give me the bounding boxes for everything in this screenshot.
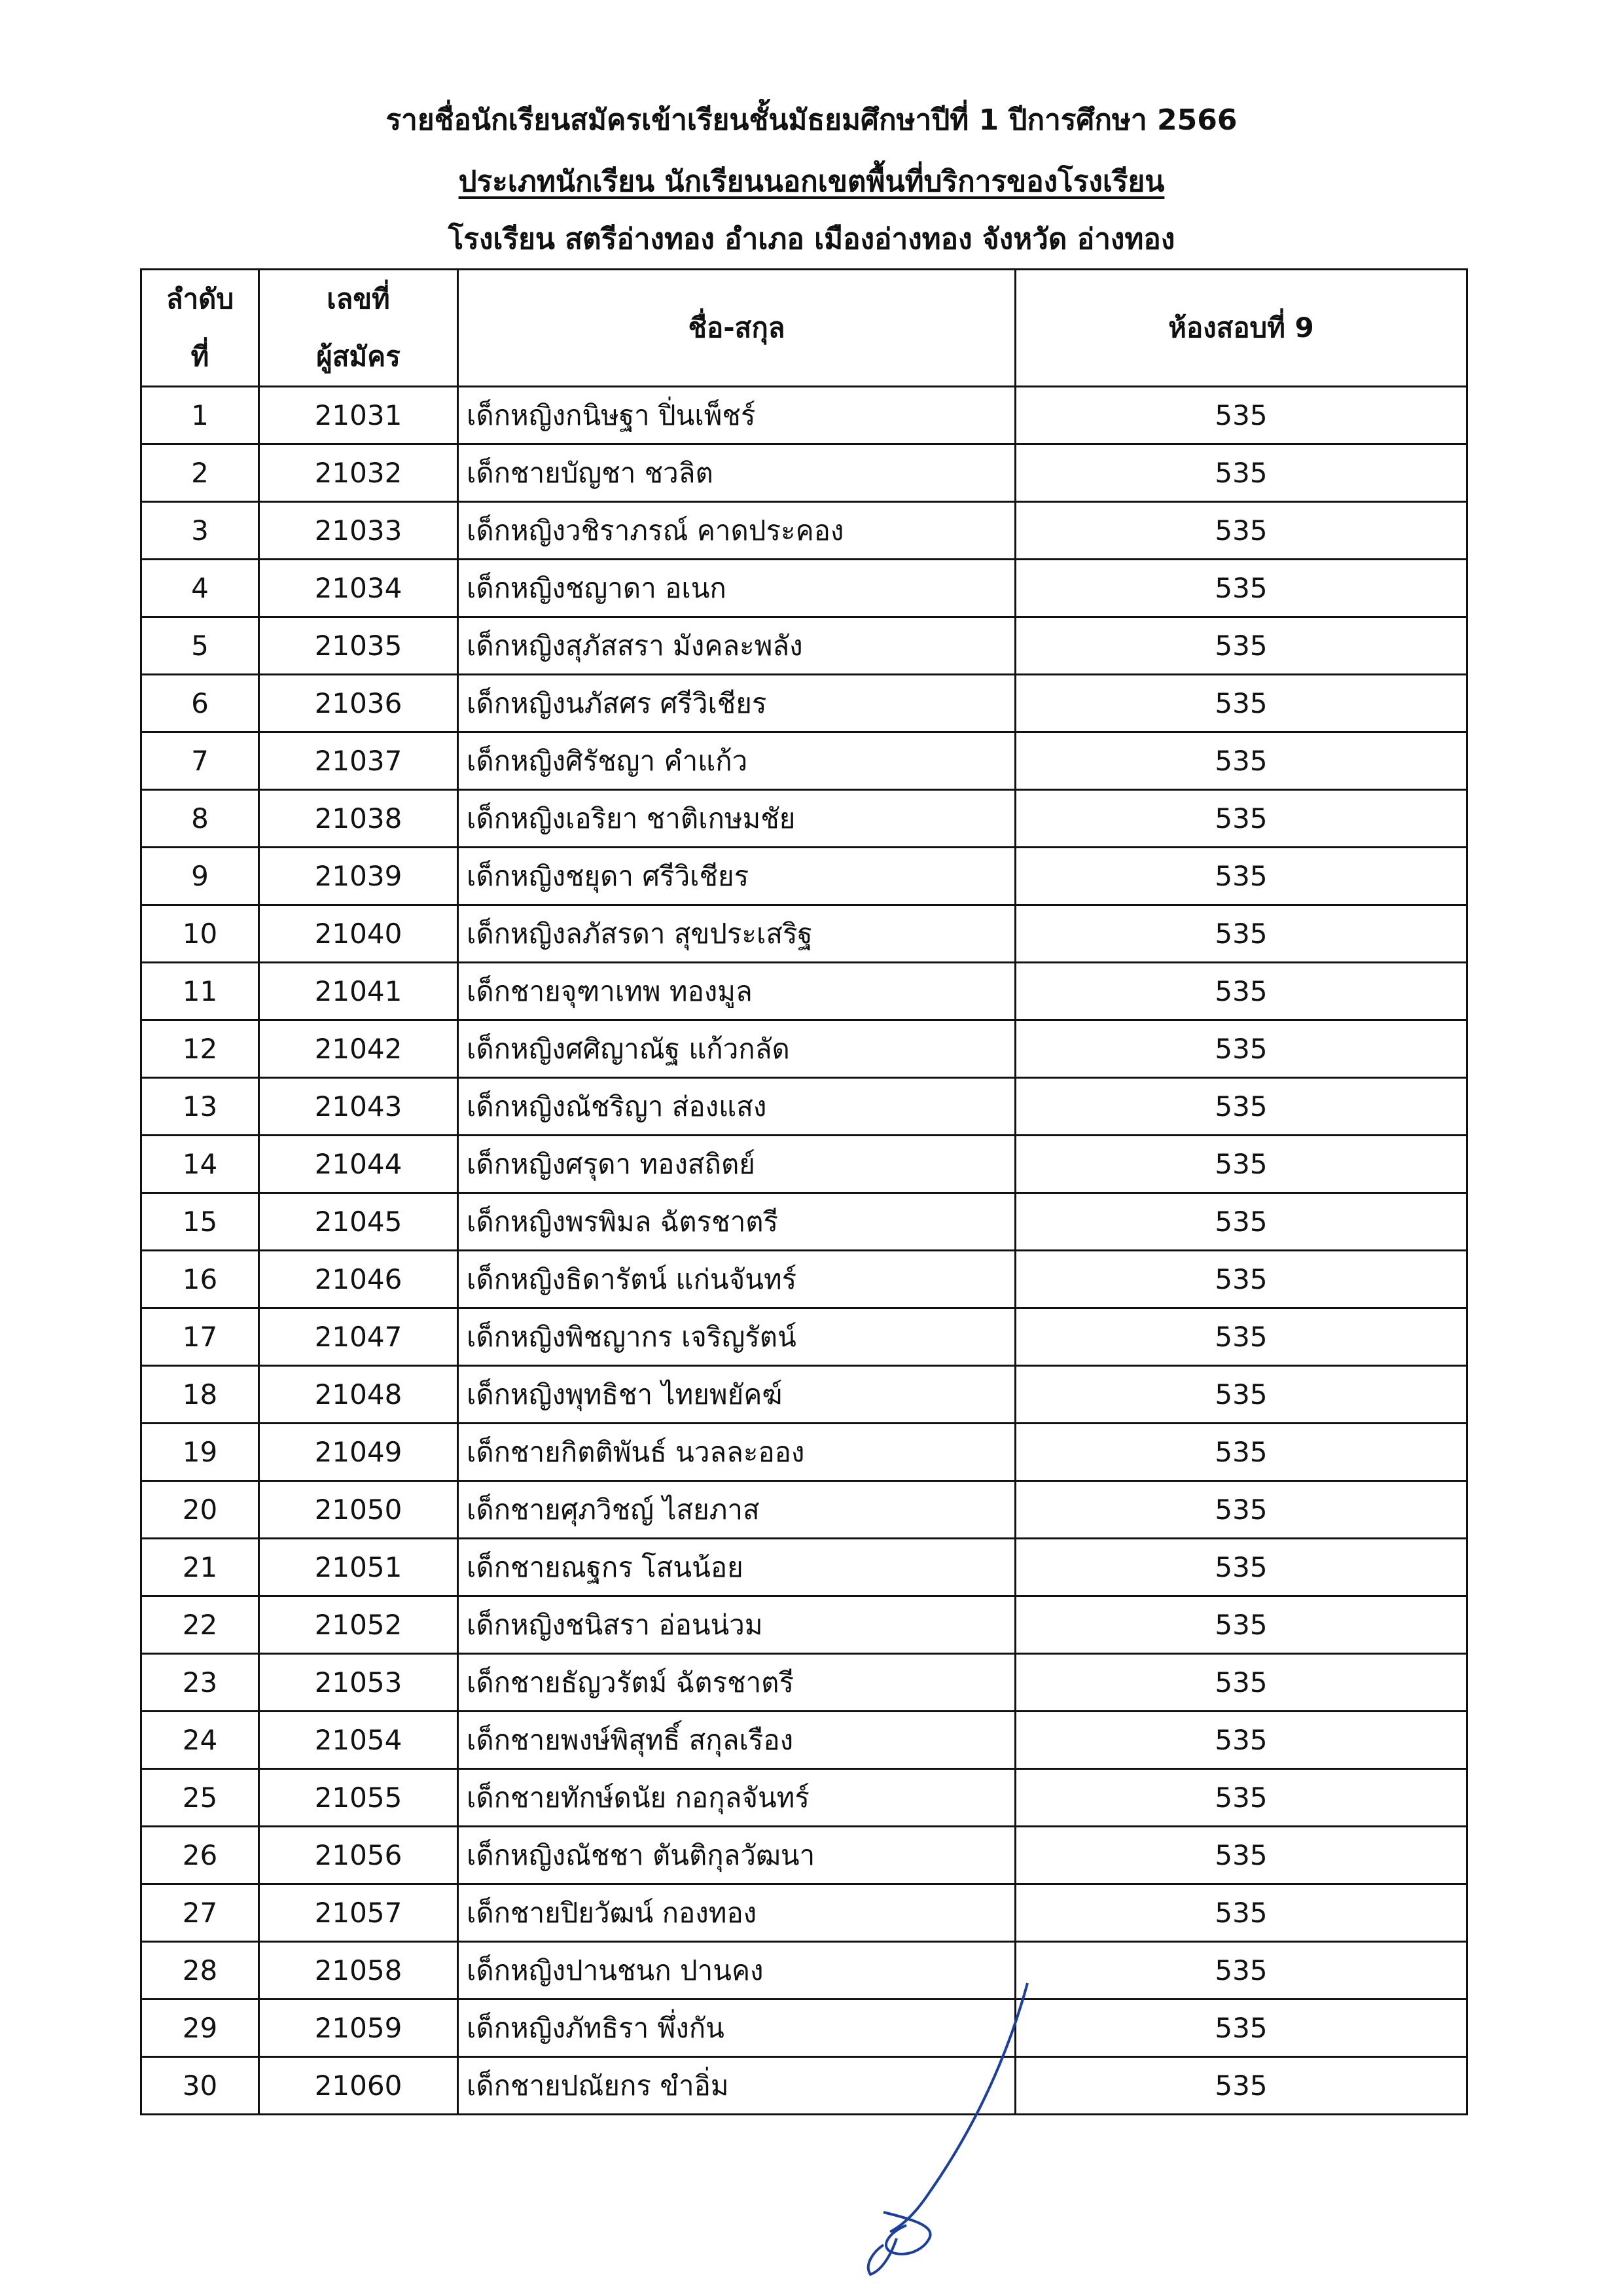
table-row: [141, 732, 1467, 790]
row-name: เด็กหญิงณัชชา ตันติกุลวัฒนา: [458, 1827, 1016, 1884]
row-room: 535: [1016, 675, 1467, 732]
row-room: 535: [1016, 905, 1467, 963]
table-row: [141, 1884, 1467, 1942]
table-row: [141, 1769, 1467, 1827]
row-room: 535: [1016, 1078, 1467, 1136]
row-order: 21: [141, 1539, 259, 1596]
table-row: [141, 848, 1467, 905]
row-name: เด็กหญิงวชิราภรณ์ คาดประคอง: [458, 502, 1016, 560]
row-applicant-no: 21050: [259, 1481, 458, 1539]
row-room: 535: [1016, 1884, 1467, 1942]
row-applicant-no: 21043: [259, 1078, 458, 1136]
row-room: 535: [1016, 848, 1467, 905]
row-name: เด็กหญิงศรุดา ทองสถิตย์: [458, 1136, 1016, 1193]
row-name: เด็กชายศุภวิชญ์ ไสยภาส: [458, 1481, 1016, 1539]
row-room: 535: [1016, 1942, 1467, 2000]
row-room: 535: [1016, 2057, 1467, 2115]
row-order: 8: [141, 790, 259, 848]
row-room: 535: [1016, 2000, 1467, 2057]
row-name: เด็กหญิงภัทธิรา พึ่งกัน: [458, 2000, 1016, 2057]
row-order: 7: [141, 732, 259, 790]
row-room: 535: [1016, 1596, 1467, 1654]
table-row: [141, 1481, 1467, 1539]
row-name: เด็กชายปณัยกร ขำอิ่ม: [458, 2057, 1016, 2115]
row-name: เด็กหญิงชญาดา อเนก: [458, 560, 1016, 617]
row-name: เด็กหญิงกนิษฐา ปิ่นเพ็ชร์: [458, 387, 1016, 444]
row-applicant-no: 21055: [259, 1769, 458, 1827]
table-row: [141, 444, 1467, 502]
row-applicant-no: 21038: [259, 790, 458, 848]
row-applicant-no: 21036: [259, 675, 458, 732]
row-order: 18: [141, 1366, 259, 1424]
row-applicant-no: 21058: [259, 1942, 458, 2000]
row-applicant-no: 21035: [259, 617, 458, 675]
row-name: เด็กชายทักษ์ดนัย กอกุลจันทร์: [458, 1769, 1016, 1827]
row-name: เด็กหญิงชนิสรา อ่อนน่วม: [458, 1596, 1016, 1654]
row-room: 535: [1016, 1308, 1467, 1366]
col-applicant-no-header: เลขที่ ผู้สมัคร: [259, 270, 458, 387]
row-order: 3: [141, 502, 259, 560]
row-order: 29: [141, 2000, 259, 2057]
row-applicant-no: 21033: [259, 502, 458, 560]
row-name: เด็กหญิงศิรัชญา คำแก้ว: [458, 732, 1016, 790]
row-applicant-no: 21051: [259, 1539, 458, 1596]
school-info: โรงเรียน สตรีอ่างทอง อำเภอ เมืองอ่างทอง จังหวัด อ่างทอง: [448, 223, 1175, 256]
row-name: เด็กชายกิตติพันธ์ นวลละออง: [458, 1424, 1016, 1481]
row-order: 16: [141, 1251, 259, 1308]
row-applicant-no: 21049: [259, 1424, 458, 1481]
table-row: [141, 1424, 1467, 1481]
table-row: [141, 1366, 1467, 1424]
row-order: 30: [141, 2057, 259, 2115]
row-order: 13: [141, 1078, 259, 1136]
table-row: [141, 1539, 1467, 1596]
table-row: [141, 1308, 1467, 1366]
row-room: 535: [1016, 790, 1467, 848]
row-order: 5: [141, 617, 259, 675]
row-order: 9: [141, 848, 259, 905]
row-order: 19: [141, 1424, 259, 1481]
row-name: เด็กชายจุฑาเทพ ทองมูล: [458, 963, 1016, 1020]
row-order: 28: [141, 1942, 259, 2000]
row-applicant-no: 21046: [259, 1251, 458, 1308]
row-name: เด็กหญิงเอริยา ชาติเกษมชัย: [458, 790, 1016, 848]
applicant-table: [140, 268, 1468, 2115]
table-row: [141, 502, 1467, 560]
row-room: 535: [1016, 1251, 1467, 1308]
row-name: เด็กหญิงธิดารัตน์ แก่นจันทร์: [458, 1251, 1016, 1308]
col-room-header: ห้องสอบที่ 9: [1016, 270, 1467, 387]
table-row: [141, 1827, 1467, 1884]
row-room: 535: [1016, 1424, 1467, 1481]
row-applicant-no: 21056: [259, 1827, 458, 1884]
row-order: 12: [141, 1020, 259, 1078]
row-order: 23: [141, 1654, 259, 1712]
row-applicant-no: 21048: [259, 1366, 458, 1424]
document-title: รายชื่อนักเรียนสมัครเข้าเรียนชั้นมัธยมศึกษาปีที่ 1 ปีการศึกษา 2566: [385, 103, 1238, 137]
row-room: 535: [1016, 1136, 1467, 1193]
col-name-header: ชื่อ-สกุล: [458, 270, 1016, 387]
table-row: [141, 905, 1467, 963]
row-name: เด็กชายธัญวรัตม์ ฉัตรชาตรี: [458, 1654, 1016, 1712]
row-applicant-no: 21054: [259, 1712, 458, 1769]
row-applicant-no: 21034: [259, 560, 458, 617]
table-row: [141, 1712, 1467, 1769]
row-room: 535: [1016, 1193, 1467, 1251]
row-order: 11: [141, 963, 259, 1020]
table-row: [141, 1654, 1467, 1712]
row-order: 24: [141, 1712, 259, 1769]
row-applicant-no: 21032: [259, 444, 458, 502]
col-order-header: ลำดับ ที่: [141, 270, 259, 387]
row-name: เด็กชายบัญชา ชวลิต: [458, 444, 1016, 502]
row-applicant-no: 21039: [259, 848, 458, 905]
row-applicant-no: 21042: [259, 1020, 458, 1078]
row-order: 2: [141, 444, 259, 502]
table-row: [141, 1078, 1467, 1136]
row-room: 535: [1016, 1539, 1467, 1596]
row-name: เด็กชายพงษ์พิสุทธิ์ สกุลเรือง: [458, 1712, 1016, 1769]
row-name: เด็กชายปิยวัฒน์ กองทอง: [458, 1884, 1016, 1942]
table-row: [141, 2057, 1467, 2115]
row-room: 535: [1016, 1654, 1467, 1712]
row-room: 535: [1016, 387, 1467, 444]
table-row: [141, 1596, 1467, 1654]
row-applicant-no: 21045: [259, 1193, 458, 1251]
row-order: 25: [141, 1769, 259, 1827]
signature: [844, 1977, 1054, 2278]
row-order: 4: [141, 560, 259, 617]
row-room: 535: [1016, 1020, 1467, 1078]
row-order: 20: [141, 1481, 259, 1539]
row-order: 6: [141, 675, 259, 732]
row-room: 535: [1016, 1827, 1467, 1884]
row-applicant-no: 21044: [259, 1136, 458, 1193]
table-row: [141, 2000, 1467, 2057]
row-room: 535: [1016, 1481, 1467, 1539]
row-applicant-no: 21040: [259, 905, 458, 963]
row-order: 22: [141, 1596, 259, 1654]
row-name: เด็กหญิงลภัสรดา สุขประเสริฐ: [458, 905, 1016, 963]
table-header-row: [141, 270, 1467, 387]
row-name: เด็กหญิงพิชญากร เจริญรัตน์: [458, 1308, 1016, 1366]
row-order: 14: [141, 1136, 259, 1193]
row-applicant-no: 21041: [259, 963, 458, 1020]
row-room: 535: [1016, 444, 1467, 502]
row-applicant-no: 21059: [259, 2000, 458, 2057]
row-room: 535: [1016, 1366, 1467, 1424]
row-room: 535: [1016, 732, 1467, 790]
row-applicant-no: 21047: [259, 1308, 458, 1366]
row-order: 1: [141, 387, 259, 444]
row-room: 535: [1016, 1769, 1467, 1827]
row-applicant-no: 21060: [259, 2057, 458, 2115]
row-room: 535: [1016, 1712, 1467, 1769]
row-name: เด็กชายณฐกร โสนน้อย: [458, 1539, 1016, 1596]
table-row: [141, 387, 1467, 444]
row-name: เด็กหญิงชยุดา ศรีวิเชียร: [458, 848, 1016, 905]
row-name: เด็กหญิงปานชนก ปานคง: [458, 1942, 1016, 2000]
row-name: เด็กหญิงณัชริญา ส่องแสง: [458, 1078, 1016, 1136]
table-row: [141, 617, 1467, 675]
row-name: เด็กหญิงพุทธิชา ไทยพยัคฆ์: [458, 1366, 1016, 1424]
table-row: [141, 560, 1467, 617]
table-row: [141, 1942, 1467, 2000]
row-order: 17: [141, 1308, 259, 1366]
table-row: [141, 963, 1467, 1020]
row-applicant-no: 21053: [259, 1654, 458, 1712]
row-order: 27: [141, 1884, 259, 1942]
row-room: 535: [1016, 560, 1467, 617]
student-category: ประเภทนักเรียน นักเรียนนอกเขตพื้นที่บริการของโรงเรียน: [458, 165, 1165, 198]
row-order: 10: [141, 905, 259, 963]
table-row: [141, 1020, 1467, 1078]
table-row: [141, 1136, 1467, 1193]
row-name: เด็กหญิงพรพิมล ฉัตรชาตรี: [458, 1193, 1016, 1251]
table-row: [141, 1251, 1467, 1308]
table-row: [141, 675, 1467, 732]
row-name: เด็กหญิงนภัสศร ศรีวิเชียร: [458, 675, 1016, 732]
row-room: 535: [1016, 963, 1467, 1020]
row-order: 15: [141, 1193, 259, 1251]
row-room: 535: [1016, 617, 1467, 675]
row-applicant-no: 21052: [259, 1596, 458, 1654]
row-name: เด็กหญิงศศิญาณัฐ แก้วกลัด: [458, 1020, 1016, 1078]
row-applicant-no: 21031: [259, 387, 458, 444]
row-name: เด็กหญิงสุภัสสรา มังคละพลัง: [458, 617, 1016, 675]
table-row: [141, 1193, 1467, 1251]
row-order: 26: [141, 1827, 259, 1884]
row-applicant-no: 21037: [259, 732, 458, 790]
row-room: 535: [1016, 502, 1467, 560]
table-row: [141, 790, 1467, 848]
row-applicant-no: 21057: [259, 1884, 458, 1942]
